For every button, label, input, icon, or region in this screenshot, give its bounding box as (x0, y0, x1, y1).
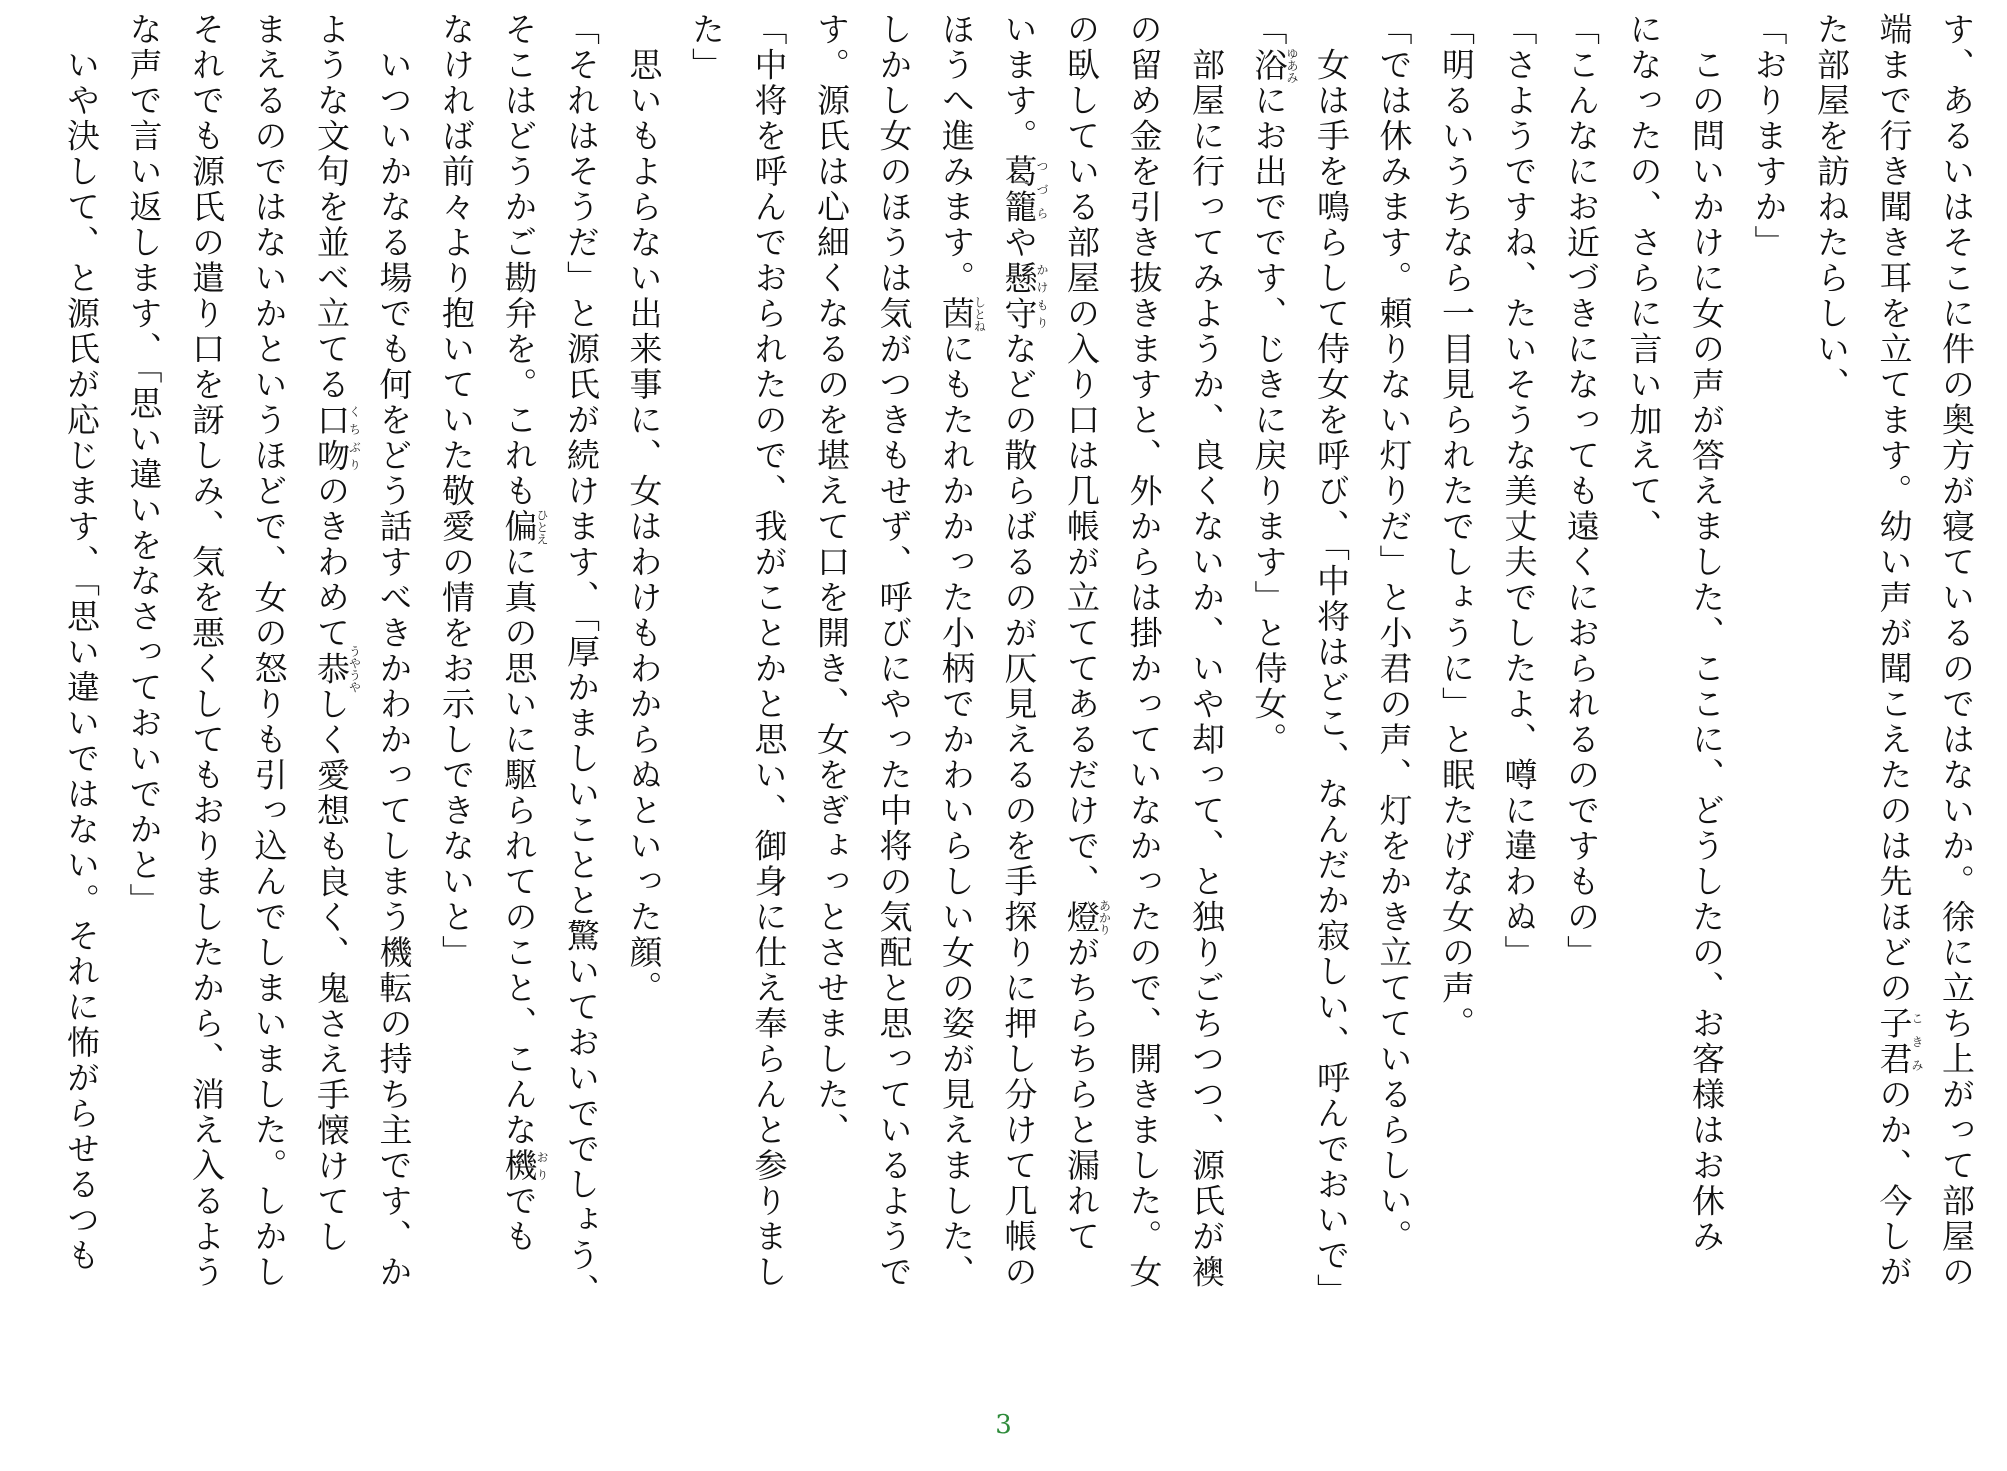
text-segment: に真の思いに駆られてのこと、こんな (499, 544, 539, 1148)
text-line (550, 12, 613, 1407)
text-line (862, 12, 925, 1407)
text-line (737, 12, 800, 1407)
ruby-annotation (312, 402, 362, 474)
text-segment: 「おりますか」 (1749, 12, 1789, 261)
ruby-base: 機 (499, 1148, 539, 1184)
text-segment: まえるのではないかというほどで、女の怒りも引っ込んでしまいました。しかし (249, 12, 289, 1290)
text-line (1300, 12, 1363, 1407)
text-segment: 部屋に行ってみようか、良くないか、いや却って、と独りごちつつ、源氏が襖 (1187, 12, 1226, 1290)
text-segment: 「こんなにお近づきになっても遠くにおられるのですもの」 (1562, 12, 1601, 971)
text-segment: の留め金を引き抜きますと、外からは掛かっていなかったので、開きました。女 (1124, 12, 1164, 1290)
text-segment: ような文句を並べ立てる (312, 12, 351, 403)
text-segment: しかし女のほうは気がつきもせず、呼びにやった中将の気配と思っているようで (874, 12, 914, 1290)
text-segment: がちらちらと漏れて (1062, 935, 1101, 1255)
text-segment: の臥している部屋の入り口は几帳が立ててあるだけで、 (1062, 12, 1101, 900)
text-segment: た部屋を訪ねたらしい、 (1812, 12, 1851, 403)
ruby-annotation (312, 645, 362, 693)
text-line (1487, 12, 1550, 1407)
ruby-reading: こきみ (1910, 1006, 1924, 1077)
ruby-base: 浴 (1249, 47, 1289, 84)
ruby-base: 子君 (1874, 1006, 1914, 1077)
ruby-reading: くちぶり (347, 402, 362, 474)
ruby-reading: ゆあみ (1285, 47, 1299, 84)
ruby-reading: あかり (1097, 899, 1112, 936)
ruby-base: 茵 (937, 295, 976, 332)
text-line (1050, 12, 1113, 1407)
text-line (800, 12, 863, 1407)
text-line (1737, 12, 1800, 1407)
text-line (50, 12, 113, 1407)
text-segment: いついかなる場でも何をどう話すべきかわかってしまう機転の持ち主です、か (374, 12, 414, 1290)
ruby-base: 偏 (499, 508, 539, 545)
ruby-base: 懸守 (999, 260, 1039, 332)
text-line (1612, 12, 1675, 1407)
vertical-text-body (12, 12, 1987, 1407)
ruby-annotation (1874, 1006, 1924, 1077)
text-segment: す、あるいはそこに件の奥方が寝ているのではないか。徐に立ち上がって部屋の (1937, 12, 1976, 1290)
ruby-annotation (1249, 47, 1299, 84)
ruby-base: 恭 (312, 645, 351, 693)
text-segment: それでも源氏の遣り口を訝しみ、気を悪くしてもおりましたから、消え入るよう (187, 12, 226, 1290)
ruby-annotation (1062, 899, 1112, 936)
text-line (425, 12, 488, 1407)
text-segment: にお出でです、じきに戻ります」と侍女。 (1249, 83, 1289, 758)
ruby-base: 口吻 (312, 402, 351, 474)
text-line (1675, 12, 1738, 1407)
text-segment: になったの、さらに言い加えて、 (1624, 12, 1664, 545)
text-segment: 「では休みます。頼りない灯りだ」と小君の声、灯をかき立てているらしい。 (1374, 12, 1414, 1255)
text-segment: 「それはそうだ」と源氏が続けます、「厚かましいことと驚いておいででしょう、 (562, 12, 601, 1309)
text-line (1175, 12, 1238, 1407)
text-line (237, 12, 300, 1407)
ruby-annotation (499, 1148, 549, 1184)
text-segment: いや決して、と源氏が応じます、「思い違いではない。それに怖がらせるつも (62, 12, 101, 1274)
text-line (1362, 12, 1425, 1407)
text-segment: なければ前々より抱いていた敬愛の情をお示しできないと」 (437, 12, 476, 971)
text-line (1112, 12, 1175, 1407)
text-line (487, 12, 550, 1407)
ruby-annotation (999, 260, 1049, 332)
text-line (1425, 12, 1488, 1407)
text-segment: のか、今しが (1874, 1077, 1914, 1290)
page-number: 3 (995, 1410, 1012, 1440)
text-line (1237, 12, 1300, 1407)
text-line (1925, 12, 1988, 1407)
ruby-reading: うやうや (347, 645, 362, 693)
text-segment: しく愛想も良く、鬼さえ手懐けてし (312, 687, 351, 1255)
text-segment: な声で言い返します、「思い違いをなさっておいでかと」 (124, 12, 164, 919)
text-segment: 「さようですね、たいそうな美丈夫でしたよ、噂に違わぬ」 (1499, 12, 1539, 971)
text-segment: でも (499, 1183, 539, 1255)
ruby-reading: おり (535, 1148, 549, 1184)
ruby-base: 葛籠 (999, 154, 1039, 225)
text-line (612, 12, 675, 1407)
text-segment: この問いかけに女の声が答えました、ここに、どうしたの、お客様はお休み (1687, 12, 1726, 1255)
text-line (175, 12, 238, 1407)
text-segment: にもたれかかった小柄でかわいらしい女の姿が見えました、 (937, 331, 976, 1290)
text-segment: や (999, 225, 1039, 261)
text-segment: た」 (687, 12, 726, 83)
text-line (112, 12, 175, 1407)
text-segment: います。 (999, 12, 1039, 154)
text-segment: 女は手を鳴らして侍女を呼び、「中将はどこ、なんだか寂しい、呼んでおいで」 (1312, 12, 1351, 1309)
ruby-base: 燈 (1062, 899, 1101, 936)
text-segment: 「 (1249, 12, 1289, 48)
text-line (300, 12, 363, 1407)
text-line (1862, 12, 1925, 1407)
text-line (987, 12, 1050, 1407)
text-line (362, 12, 425, 1407)
text-line (1800, 12, 1863, 1407)
text-segment: などの散らばるのが仄見えるのを手探りに押し分けて几帳の (999, 331, 1039, 1290)
text-segment: ほうへ進みます。 (937, 12, 976, 296)
text-segment: そこはどうかご勘弁を。これも (499, 12, 539, 509)
text-segment: 「明るいうちなら一目見られたでしょうに」と眠たげな女の声。 (1437, 12, 1476, 1042)
ruby-reading: ひとえ (535, 508, 549, 545)
ruby-annotation (999, 154, 1049, 225)
ruby-annotation (499, 508, 549, 545)
ruby-reading: つづら (1035, 154, 1049, 225)
ruby-reading: かけもり (1035, 260, 1049, 332)
text-segment: 思いもよらない出来事に、女はわけもわからぬといった顔。 (624, 12, 664, 1006)
text-segment: のきわめて (312, 473, 351, 651)
ruby-reading: しとね (972, 295, 987, 332)
text-line (925, 12, 988, 1407)
text-segment: す。源氏は心細くなるのを堪えて口を開き、女をぎょっとさせました、 (812, 12, 851, 1148)
ruby-annotation (937, 295, 987, 332)
text-segment: 端まで行き聞き耳を立てます。幼い声が聞こえたのは先ほどの (1874, 12, 1914, 1006)
text-line (675, 12, 738, 1407)
text-segment: 「中将を呼んでおられたので、我がことかと思い、御身に仕え奉らんと参りまし (749, 12, 789, 1290)
text-line (1550, 12, 1613, 1407)
